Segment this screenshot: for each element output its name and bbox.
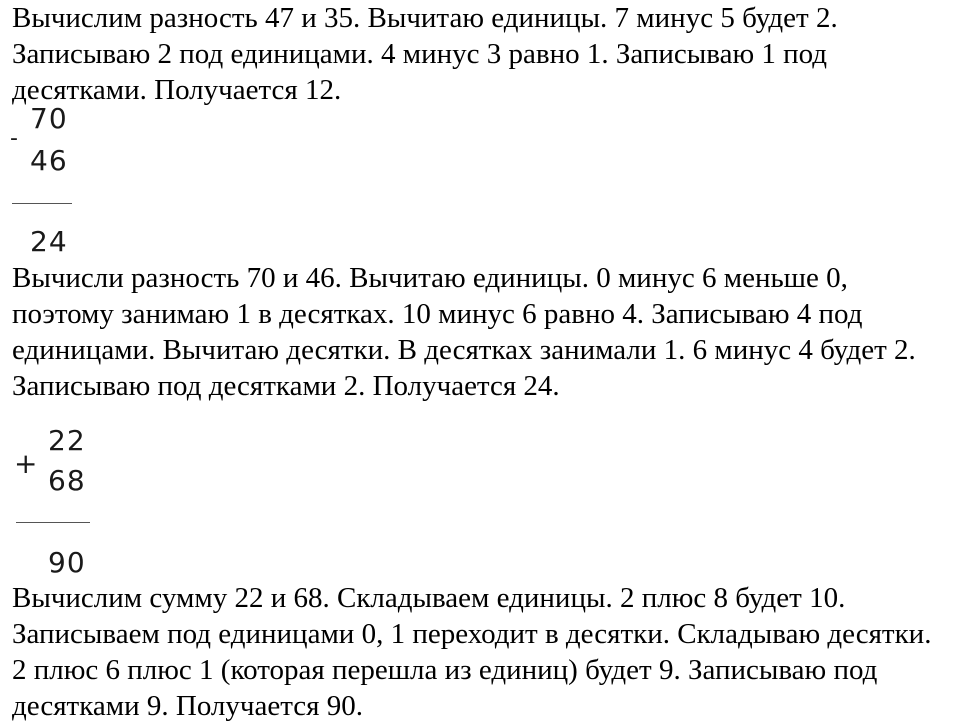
explanation-paragraph-1: Вычислим разность 47 и 35. Вычитаю единицы. 7 минус 5 будет 2. Записываю 2 под единицами. 4 минус 3 равно 1. Записываю 1 под десятками. Получается 12. [12, 2, 838, 106]
subtrahend: 46 [30, 144, 68, 177]
minuend: 70 [30, 102, 68, 135]
addend-1: 22 [48, 424, 86, 457]
minus-sign: - [10, 126, 18, 151]
sum-result: 90 [48, 546, 86, 579]
plus-sign: + [14, 447, 38, 480]
difference-result: 24 [30, 225, 68, 258]
explanation-paragraph-3: Вычислим сумму 22 и 68. Складываем единицы. 2 плюс 8 будет 10. Записываем под единицами 0, 1 переходит в десятки. Складываю десятки. 2 плюс 6 плюс 1 (которая перешла из единиц) будет 9. Записываю под десятками 9. Получается 90. [12, 582, 932, 722]
addend-2: 68 [48, 464, 86, 497]
explanation-paragraph-2: Вычисли разность 70 и 46. Вычитаю единицы. 0 минус 6 меньше 0, поэтому занимаю 1 в десятках. 10 минус 6 равно 4. Записываю 4 под единицами. Вычитаю десятки. В десятках занимали 1. 6 минус 4 будет 2. Записываю под десятками 2. Получается 24. [12, 262, 916, 402]
sum-line [12, 203, 72, 204]
sum-line [16, 522, 90, 523]
